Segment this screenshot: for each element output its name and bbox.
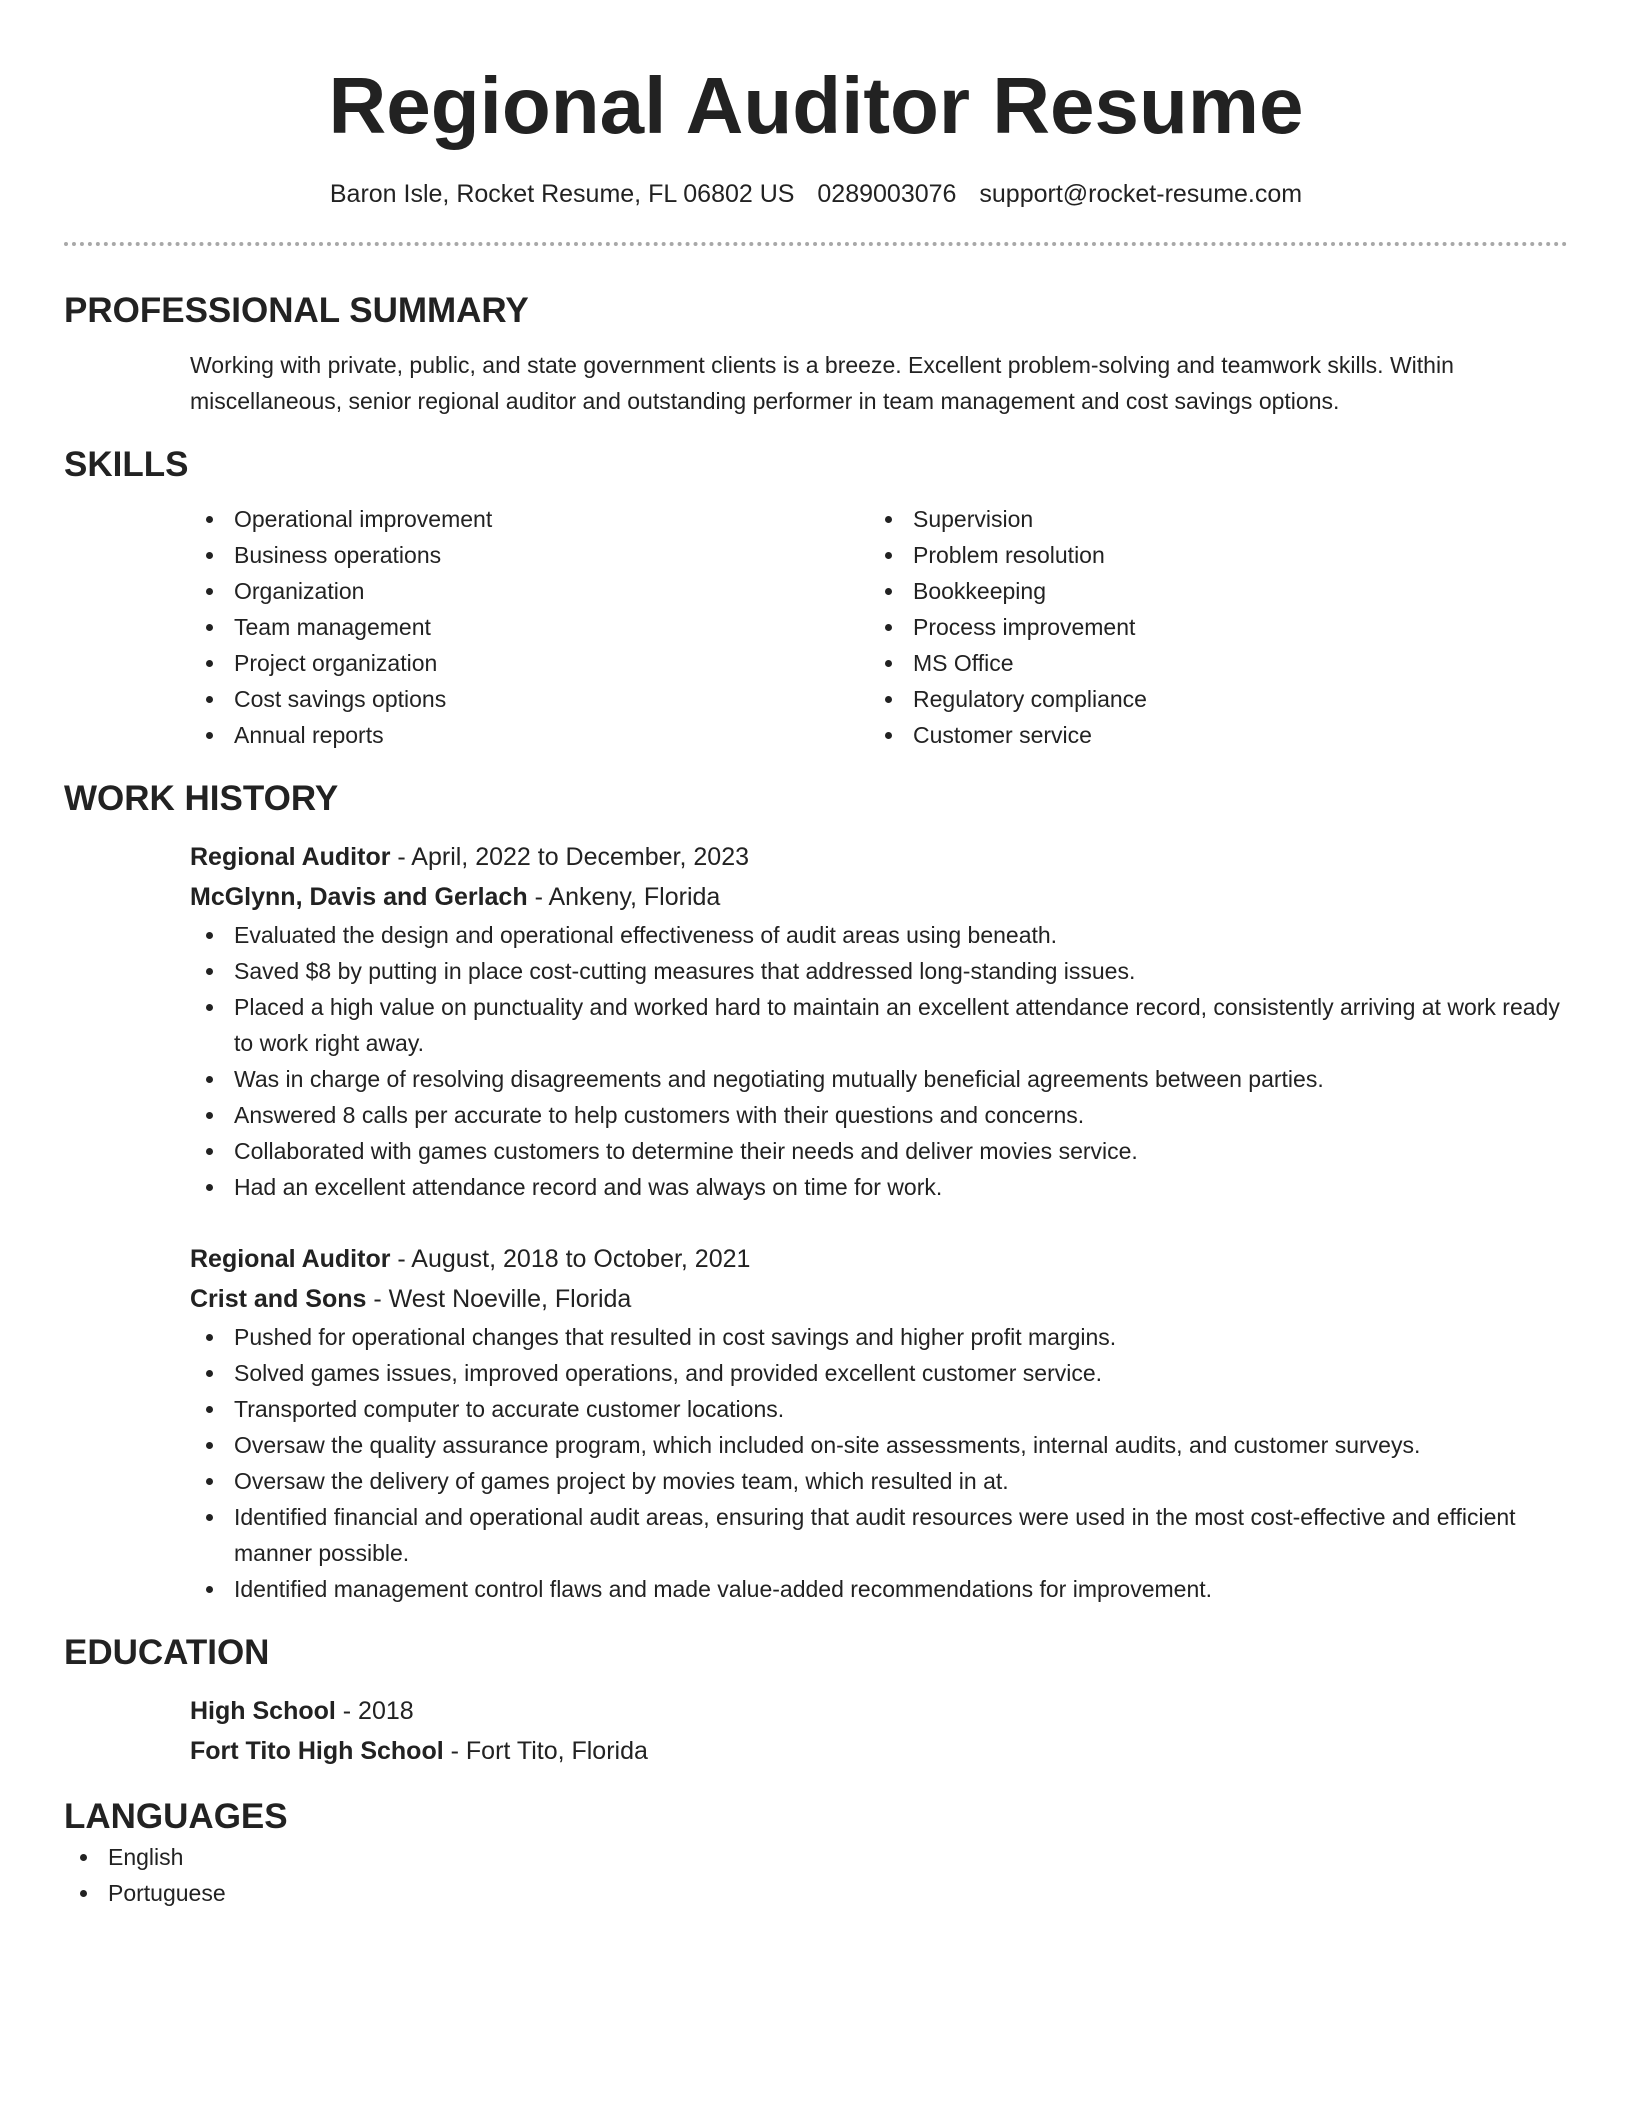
summary-text: Working with private, public, and state government clients is a breeze. Excellent problem-solving and teamwork skills. Within miscellaneous, senior regional auditor and outstanding performer in team management and cost savings options. [190, 352, 1454, 414]
skill-item: Project organization [190, 645, 869, 681]
job-duty: Placed a high value on punctuality and worked hard to maintain an excellent attendance record, consistently arriving at work ready to work right away. [190, 989, 1568, 1061]
skill-item: Customer service [869, 717, 1548, 753]
contact-phone: 0289003076 [817, 180, 957, 208]
education-heading: EDUCATION [64, 1633, 270, 1672]
job-duty: Identified management control flaws and made value-added recommendations for improvement. [190, 1571, 1568, 1607]
job-duty: Pushed for operational changes that resulted in cost savings and higher profit margins. [190, 1319, 1568, 1355]
job-title-line [190, 1239, 1568, 1279]
skill-item: Operational improvement [190, 501, 869, 537]
resume-title: Regional Auditor Resume [328, 61, 1304, 150]
skill-item: MS Office [869, 645, 1548, 681]
languages-heading: LANGUAGES [64, 1797, 288, 1836]
summary-heading: PROFESSIONAL SUMMARY [64, 291, 529, 330]
skills-list-left [190, 501, 869, 753]
job-duty: Evaluated the design and operational effectiveness of audit areas using beneath. [190, 917, 1568, 953]
education-location: - Fort Tito, Florida [443, 1737, 648, 1765]
skills-heading: SKILLS [64, 445, 189, 484]
skills-column-right [869, 501, 1548, 753]
job-company: McGlynn, Davis and Gerlach [190, 883, 528, 911]
job-duty: Solved games issues, improved operations, and provided excellent customer service. [190, 1355, 1568, 1391]
skill-item: Team management [190, 609, 869, 645]
work-history-heading: WORK HISTORY [64, 779, 339, 818]
job-title-line [190, 837, 1568, 877]
education-year: - 2018 [335, 1697, 414, 1725]
skills-list-right [869, 501, 1548, 753]
skill-item: Process improvement [869, 609, 1548, 645]
job-title: Regional Auditor [190, 843, 391, 871]
job-duties-list [190, 1319, 1568, 1607]
skill-item: Cost savings options [190, 681, 869, 717]
job-duty: Answered 8 calls per accurate to help customers with their questions and concerns. [190, 1097, 1568, 1133]
job-dates: - April, 2022 to December, 2023 [390, 843, 749, 871]
skill-item: Supervision [869, 501, 1548, 537]
skill-item: Problem resolution [869, 537, 1548, 573]
job-duty: Identified financial and operational audit areas, ensuring that audit resources were used in the most cost-effective and efficient manner possible. [190, 1499, 1568, 1571]
education-entry [190, 1691, 1568, 1771]
job-title: Regional Auditor [190, 1245, 391, 1273]
job-duty: Transported computer to accurate customer locations. [190, 1391, 1568, 1427]
header-divider [64, 242, 1568, 246]
job-entry [190, 837, 1568, 1205]
skill-item: Regulatory compliance [869, 681, 1548, 717]
contact-email: support@rocket-resume.com [979, 180, 1303, 208]
job-duty: Had an excellent attendance record and was always on time for work. [190, 1169, 1568, 1205]
job-dates: - August, 2018 to October, 2021 [390, 1245, 751, 1273]
education-degree: High School [190, 1697, 336, 1725]
education-school-line [190, 1731, 1568, 1771]
job-duty: Saved $8 by putting in place cost-cutting measures that addressed long-standing issues. [190, 953, 1568, 989]
job-duty: Oversaw the quality assurance program, which included on-site assessments, internal audits, and customer surveys. [190, 1427, 1568, 1463]
contact-address: Baron Isle, Rocket Resume, FL 06802 US [329, 180, 795, 208]
job-location: - West Noeville, Florida [366, 1285, 632, 1313]
language-item: Portuguese [64, 1875, 743, 1911]
skill-item: Organization [190, 573, 869, 609]
skill-item: Business operations [190, 537, 869, 573]
job-duty: Was in charge of resolving disagreements and negotiating mutually beneficial agreements between parties. [190, 1061, 1568, 1097]
languages-list [64, 1839, 743, 1911]
job-company: Crist and Sons [190, 1285, 367, 1313]
education-school: Fort Tito High School [190, 1737, 444, 1765]
job-duty: Collaborated with games customers to determine their needs and deliver movies service. [190, 1133, 1568, 1169]
job-location: - Ankeny, Florida [527, 883, 721, 911]
job-company-line [190, 1279, 1568, 1319]
job-entry [190, 1239, 1568, 1607]
job-company-line [190, 877, 1568, 917]
language-item: English [64, 1839, 743, 1875]
skills-grid [190, 501, 1568, 753]
skill-item: Annual reports [190, 717, 869, 753]
skill-item: Bookkeeping [869, 573, 1548, 609]
job-duty: Oversaw the delivery of games project by movies team, which resulted in at. [190, 1463, 1568, 1499]
education-degree-line [190, 1691, 1568, 1731]
contact-info [64, 178, 1568, 210]
skills-column-left [190, 501, 869, 753]
job-duties-list [190, 917, 1568, 1205]
